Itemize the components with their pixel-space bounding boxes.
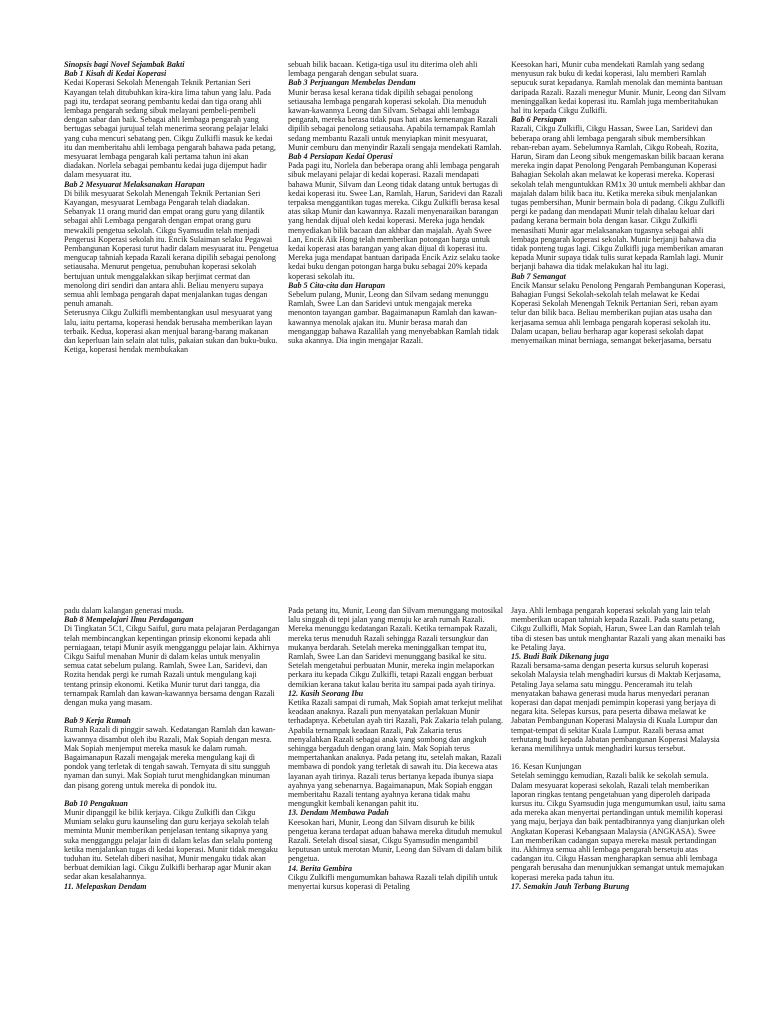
body-paragraph: Jaya. Ahli lembaga pengarah koperasi sekolah yang lain telah memberikan ucapan tahniah kepada Razali. Pada suatu petang, Cikgu Zulkifli, Mak Sopiah, Harun, Swee Lan dan Ramlah telah tiba di stesen bas untuk menghantar Razali yang akan menaiki bas ke Petaling Jaya.	[511, 606, 726, 652]
chapter-heading: 12. Kasih Seorang Ibu	[288, 688, 364, 698]
paragraph-spacer	[64, 790, 280, 799]
chapter-heading: Bab 10 Pengakuan	[64, 798, 128, 808]
body-paragraph: Kedai Koperasi Sekolah Menengah Teknik Pertanian Seri Kayangan telah ditubuhkan kira-kira lima tahun yang lalu. Pada pagi itu, terdapat seorang pembantu kedai dan tiga orang ahli lembaga pengarah sedang sibuk melayani pembeli-pembeli dengan sabar dan baik. Sebagai ahli lembaga pengarah yang bertugas sebagai jurujual telah menerima seorang pelajar lelaki yang cuba mencuri sebatang pen. Cikgu Zulkifli masuk ke kedai itu dan memberitahu ahli lembaga pengarah bahawa pada petang, mesyuarat lembaga pengarah kali pertama tahun ini akan diadakan. Norlela sebagai pembantu kedai juga dijemput hadir dalam mesyuarat itu.	[64, 78, 276, 180]
body-paragraph: Razali, Cikgu Zulkifli, Cikgu Hassan, Swee Lan, Saridevi dan beberapa orang ahli lembaga pengarah sibuk membersihkan reban-reban ayam. Sebelumnya Ramlah, Cikgu Robeah, Rozita, Harun, Siram dan Leong sibuk mengemaskan bilik bacaan kerana mereka ingin dapat Penolong Pengarah Pembangunan Koperasi Bahagian Sekolah akan melawat ke koperasi mereka. Koperasi sekolah telah menguntukkan RM1x 30 untuk membeli akhbar dan majalah dalam bilik baca itu. Ketika mereka sibuk menjalankan tugas pembersihan, Munir bermain bola di padang. Cikgu Zulkifli pergi ke padang dan mendapati Munir telah dihalau keluar dari padang kerana bermain bola dengan kasar. Cikgu Zulkifli menasihati Munir agar melaksanakan tugasnya sebagai ahli lembaga pengarah koperasi sekolah. Munir berjanji bahawa dia tidak ponteng tugas lagi. Cikgu Zulkifli juga memberikan amaran kepada Munir supaya tidak tulis surat kepada Ramlah lagi. Munir berjanji bahawa dia tidak melakukan hal itu lagi.	[511, 124, 725, 272]
body-paragraph: Rumah Razali di pinggir sawah. Kedatangan Ramlah dan kawan-kawannya disambut oleh ibu Razali, Mak Sopiah dengan mesra. Mak Sopiah menjemput mereka masuk ke dalam rumah. Bagaimanapun Razali mengajak mereka mengulang kaji di pondok yang terletak di tengah sawah. Ternyata di situ sungguh nyaman dan sunyi. Mak Sopiah turut menghidangkan minuman dan pisang goreng untuk mereka di pondok itu.	[64, 725, 276, 790]
chapter-heading: Bab 8 Mempelajari Ilmu Perdagangan	[64, 615, 194, 625]
chapter-heading: Bab 7 Semangat	[511, 271, 566, 281]
chapter-heading: Bab 5 Cita-cita dan Harapan	[288, 280, 386, 290]
body-paragraph: Di bilik mesyuarat Sekolah Menengah Teknik Pertanian Seri Kayangan, mesyuarat Lembaga Pengarah telah diadakan. Sebanyak 11 orang murid dan empat orang guru yang dilantik sebagai ahli Lembaga pengarah dengan empat orang guru mewakili pengetua sekolah. Cikgu Syamsudin telah menjadi Pengerusi Koperasi sekolah itu. Encik Sulaiman selaku Pegawai Pembangunan Koperasi turut hadir dalam mesyuarat itu. Pengetua mengucap tahniah kepada Razali kerana dipilih sebagai penolong setiausaha. Menurut pengetua, penubuhan koperasi sekolah bertujuan untuk menggalakkan sikap berjimat cermat dan menolong diri sendiri dan antara ahli. Beliau menyeru supaya semua ahli lembaga pengarah dapat menjalankan tugas dengan penuh amanah.	[64, 188, 279, 309]
body-paragraph: Encik Mansur selaku Penolong Pengarah Pembangunan Koperasi, Bahagian Fungsi Sekolah-sekolah telah melawat ke Kedai Koperasi Sekolah Menengah Teknik Pertanian Seri, reban ayam telur dan bilik baca. Beliau memberikan pujian atas usaha dan kerjasama semua ahli lembaga pengarah koperasi sekolah itu. Dalam ucapan, beliau berharap agar koperasi sekolah dapat menyemaikan minat berniaga, semangat bekerjasama, bersatu	[511, 280, 726, 346]
chapter-heading: Bab 6 Persiapan	[511, 115, 567, 125]
body-paragraph: Keesokan hari, Munir cuba mendekati Ramlah yang sedang menyusun rak buku di kedai koperasi, lalu memberi Ramlah sepucuk surat kepadanya. Ramlah menolak dan meminta bantuan daripada Razali. Razali menegur Munir. Munir, Leong dan Silvam meninggalkan kedai koperasi itu. Ramlah juga memberitahukan hal itu kepada Cikgu Zulkifli.	[511, 60, 726, 116]
chapter-heading: 17. Semakin Jauh Terbang Burung	[511, 881, 630, 891]
chapter-heading: Bab 9 Kerja Rumah	[64, 716, 131, 726]
top-column-3	[511, 60, 727, 475]
body-paragraph: Munir dipanggil ke bilik kerjaya. Cikgu Zulkifli dan Cikgu Muniam selaku guru kaunseling dan guru kerjaya sekolah telah meminta Munir memberikan penjelasan tentang sikapnya yang suka mengganggu pelajar lain di dalam kelas dan selalu ponteng ketika menjalankan tugas di kedai koperasi. Munir tidak mengaku tuduhan itu. Setelah diberi nasihat, Munir mengaku tidak akan berbuat demikian lagi. Cikgu Zulkifli berharap agar Munir akan sedar akan kesalahannya.	[64, 808, 278, 882]
body-paragraph: Keesokan hari, Munir, Leong dan Silvam disuruh ke bilik pengetua kerana terdapat aduan bahawa mereka dituduh memukul Razali. Setelah disoal siasat, Cikgu Syamsudin mengambil keputusan untuk merotan Munir, Leong dan Silvam di dalam bilik pengetua.	[288, 817, 503, 864]
top-column-1	[64, 60, 280, 475]
chapter-heading: Sinopsis bagi Novel Sejambak Bakti	[64, 60, 185, 69]
body-paragraph: Setelah seminggu kemudian, Razali balik ke sekolah semula. Dalam mesyuarat koperasi sekolah, Razali telah memberikan laporan ringkas tentang pengetahuan yang diperoleh daripada kursus itu. Cikgu Syamsudin juga mengumumkan usul, iaitu sama ada mereka akan menyertai pertandingan untuk memilih koperasi yang maju, berjaya dan baik pentadbirannya yang dianjurkan oleh Angkatan Koperasi Kebangsaan Malaysia (ANGKASA). Swee Lan memberikan cadangan supaya mereka masuk pertandingan itu. Akhirnya semua ahli lembaga pengarah bersetuju atas cadangan itu. Cikgu Hassan mengharapkan semua ahli lembaga pengarah berusaha dan menunjukkan semangat untuk memajukan koperasi mereka pada tahun itu.	[511, 771, 726, 882]
body-paragraph: Razali bersama-sama dengan peserta kursus seluruh koperasi sekolah Malaysia telah menghadiri kursus di Maktab Kerjasama, Petaling Jaya selama satu minggu. Penceramah itu telah menyatakan bahawa generasi muda harus menyedari peranan koperasi dan dapat menjadi pemimpin koperasi yang berjaya di negara kita. Selepas kursus, para peserta dibawa melawat ke Jabatan Pembangunan Koperasi Malaysia di Kuala Lumpur dan tempat-tempat di sekitar Kuala Lumpur. Razali berasa amat terhutang budi kepada Jabatan pembangunan Koperasi Malaysia kerana memilihnya untuk menghadiri kursus tersebut.	[511, 661, 721, 754]
body-paragraph: Pada petang itu, Munir, Leong dan Silvam menunggang motosikal lalu singgah di tepi jalan yang menuju ke arah rumah Razali. Mereka menunggu kedatangan Razali. Ketika ternampak Razali, mereka terus menuduh Razali sehingga Razali tersungkur dan mukanya berdarah. Setelah mereka meninggalkan tempat itu, Ramlah, Swee Lan dan Saridevi menunggang basikal ke situ. Setelah mengetahui perbuatan Munir, mereka ingin melaporkan perkara itu kepada Cikgu Zulkifli, tetapi Razali enggan berbuat demikian kerana takut kalau berita itu sampai pada ayah tirinya.	[288, 606, 504, 689]
chapter-heading: 11. Melepaskan Dendam	[64, 881, 147, 891]
body-paragraph: Seterusnya Cikgu Zulkifli membentangkan usul mesyuarat yang lalu, iaitu pertama, koperasi hendak berusaha memberikan layan terbaik. Kedua, koperasi akan menjual barang-barang makanan dan keperluan lain selain alat tulis, pakaian sukan dan buku-buku. Ketiga, koperasi hendak membukakan	[64, 308, 278, 355]
chapter-heading: 14. Berita Gembira	[288, 863, 353, 873]
paragraph-spacer	[511, 753, 727, 762]
bottom-column-1	[64, 606, 280, 1016]
chapter-heading: Bab 4 Persiapan Kedai Operasi	[288, 152, 393, 162]
top-column-2	[288, 60, 504, 475]
paragraph-spacer	[64, 707, 280, 716]
body-paragraph: Cikgu Zulkifli mengumumkan bahawa Razali telah dipilih untuk menyertai kursus koperasi di Petaling	[288, 872, 498, 892]
chapter-heading: Bab 1 Kisah di Kedai Koperasi	[64, 69, 167, 79]
body-paragraph: padu dalam kalangan generasi muda.	[64, 606, 184, 615]
body-paragraph: Munir berasa kesal kerana tidak dipilih sebagai penolong setiausaha lembaga pengarah koperasi sekolah. Dia menuduh kawan-kawannya Leong dan Silvam. Sebagai ahli lembaga pengarah, mereka berasa tidak puas hati atas kemenangan Razali dipilih sebagai penolong setiausaha. Apabila ternampak Ramlah sedang membantu Razali untuk menyiapkan minit mesyuarat, Munir cemburu dan menyindir Razali sengaja mendekati Ramlah.	[288, 87, 502, 152]
bottom-column-3	[511, 606, 727, 1016]
body-paragraph: sebuah bilik bacaan. Ketiga-tiga usul itu diterima oleh ahli lembaga pengarah dengan sebulat suara.	[288, 60, 478, 79]
chapter-heading: Bab 3 Perjuangan Membelas Dendam	[288, 78, 416, 88]
chapter-heading: 13. Dendam Membawa Padah	[288, 808, 389, 818]
bottom-column-2	[288, 606, 504, 1016]
body-paragraph: 16. Kesan Kunjungan	[511, 762, 582, 772]
body-paragraph: Sebelum pulang, Munir, Leong dan Silvam sedang menunggu Ramlah, Swee Lan dan Saridevi untuk mengajak mereka menonton tayangan gambar. Bagaimanapun Ramlah dan kawan-kawannya menolak ajakan itu. Munir berasa marah dan menganggap bahawa Razalilah yang menyebabkan Ramlah tidak suka akannya. Dia ingin mengajar Razali.	[288, 290, 499, 346]
chapter-heading: 15. Budi Baik Dikenang juga	[511, 652, 609, 662]
body-paragraph: Ketika Razali sampai di rumah, Mak Sopiah amat terkejut melihat keadaan anaknya. Razali pun menyatakan perlakuan Munir terhadapnya. Kebetulan ayah tiri Razali, Pak Zakaria telah pulang. Apabila ternampak keadaan Razali, Pak Zakaria terus menyalahkan Razali sebagai anak yang sombong dan angkuh sehingga bergaduh dengan orang lain. Mak Sopiah terus mempertahankan anaknya. Pada petang itu, setelah makan, Razali membawa di pondok yang terletak di sawah itu. Dia kecewa atas layanan ayah tirinya. Razali terus bertanya kepada ibunya siapa ayahnya yang sebenarnya. Bagaimanapun, Mak Sopiah enggan memberitahu Razali tentang ayahnya kerana tidak mahu mengungkit kembali kenangan pahit itu.	[288, 698, 504, 809]
body-paragraph: Di Tingkatan 5C1, Cikgu Saiful, guru mata pelajaran Perdagangan telah membincangkan kepentingan prinsip ekonomi kepada ahli perniagaan, tetapi Munir asyik mengganggu pelajar lain. Akhirnya Cikgu Saiful menahan Munir di dalam kelas untuk menyalin semua catat sebelum pulang. Ramlah, Swee Lan, Saridevi, dan Rozita hendak pergi ke rumah Razali untuk mengulang kaji tentang prinsip ekonomi. Ketika Munir turut dari tangga, dia ternampak Ramlah dan kawan-kawannya bersama dengan Razali dengan muka yang masam.	[64, 624, 280, 708]
body-paragraph: Pada pagi itu, Norlela dan beberapa orang ahli lembaga pengarah sibuk melayani pelajar di kedai koperasi. Razali mendapati bahawa Munir, Silvam dan Leong tidak datang untuk bertugas di kedai koperasi itu. Swee Lan, Ramlah, Harun, Saridevi dan Razali terpaksa menggantikan tugas mereka. Cikgu Zulkifli berasa kesal atas sikap Munir dan kawannya. Razali menyenaraikan barangan yang hendak dijual oleh kedai koperasi. Mereka juga hendak menyediakan bilik bacaan dan akhbar dan majalah. Ayah Swee Lan, Encik Aik Hong telah memberikan potongan harga untuk kedai koperasi atas barangan yang akan dijual di koperasi itu. Mereka juga mendapat bantuan daripada Encik Aziz selaku taoke kedai buku dengan potongan harga buku sebagai 20% kepada koperasi sekolah itu.	[288, 161, 503, 281]
chapter-heading: Bab 2 Mesyuarat Melaksanakan Harapan	[64, 179, 205, 189]
